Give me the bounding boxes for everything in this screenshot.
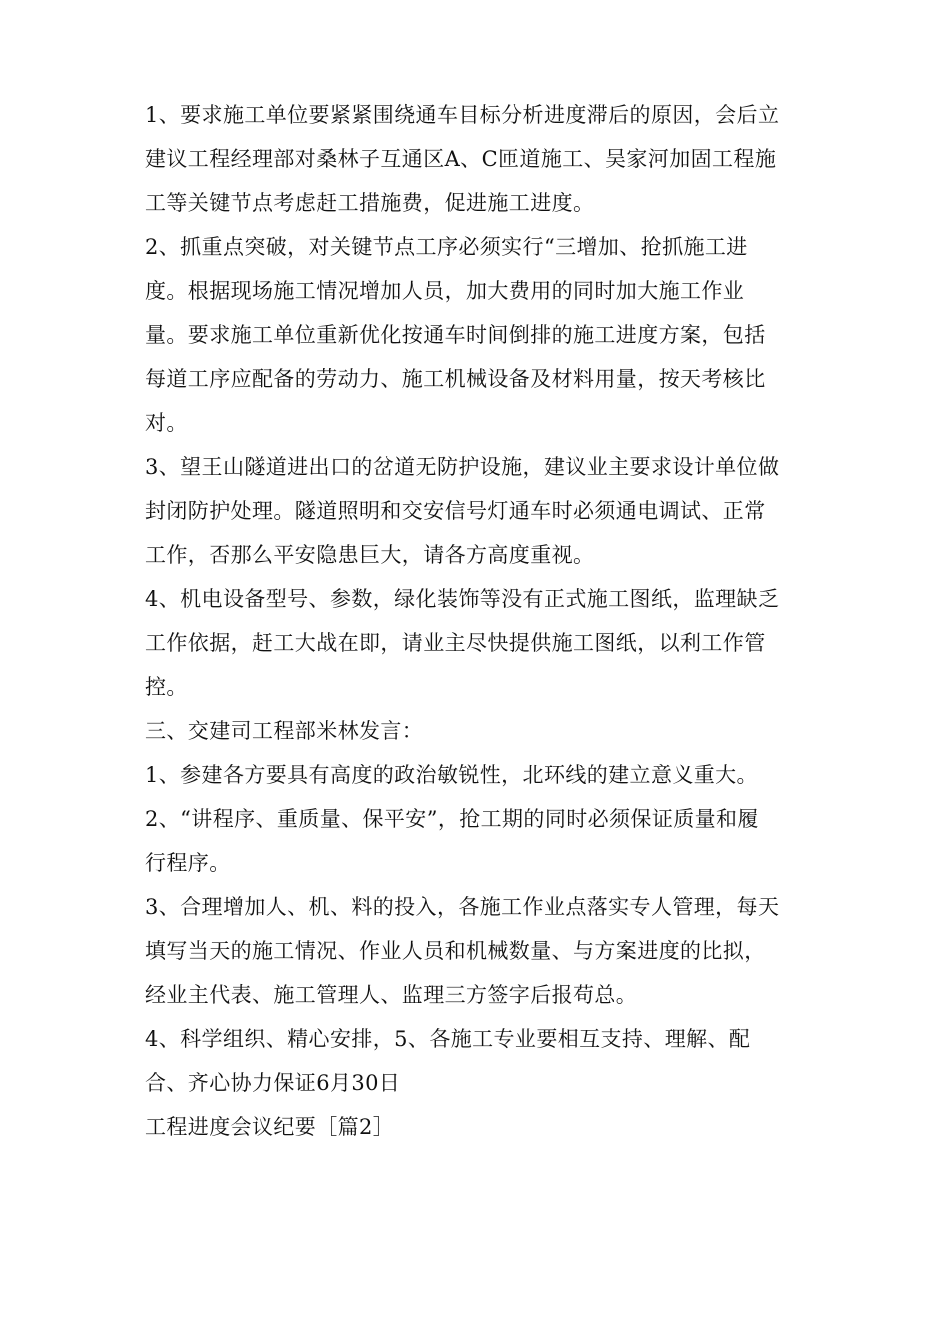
text-line-20: 填写当天的施工情况、作业人员和机械数量、与方案进度的比拟， [145, 939, 766, 963]
next-article-title: 工程进度会议纪要［篇2］ [145, 1115, 395, 1139]
document-body [145, 93, 815, 1149]
text-line-1: 1、要求施工单位要紧紧围绕通车目标分析进度滞后的原因，会后立 [145, 103, 780, 127]
text-line-9: 3、望王山隧道进出口的岔道无防护设施，建议业主要求设计单位做 [145, 455, 780, 479]
text-line-21: 经业主代表、施工管理人、监理三方签字后报苟总。 [145, 983, 638, 1007]
text-line-3: 工等关键节点考虑赶工措施费，促进施工进度。 [145, 191, 595, 215]
text-line-6: 量。要求施工单位重新优化按通车时间倒排的施工进度方案，包括 [145, 323, 766, 347]
text-line-7: 每道工序应配备的劳动力、施工机械设备及材料用量，按天考核比 [145, 367, 766, 391]
text-line-16: 1、参建各方要具有高度的政治敏锐性，北环线的建立意义重大。 [145, 763, 758, 787]
section-heading: 三、交建司工程部米林发言： [145, 719, 424, 743]
text-line-14: 控。 [145, 675, 188, 699]
text-line-23: 合、齐心协力保证6月30日 [145, 1071, 401, 1095]
text-line-5: 度。根据现场施工情况增加人员，加大费用的同时加大施工作业 [145, 279, 745, 303]
text-line-19: 3、合理增加人、机、料的投入，各施工作业点落实专人管理，每天 [145, 895, 780, 919]
text-line-13: 工作依据，赶工大战在即，请业主尽快提供施工图纸，以利工作管 [145, 631, 766, 655]
text-line-10: 封闭防护处理。隧道照明和交安信号灯通车时必须通电调试、正常 [145, 499, 766, 523]
text-line-18: 行程序。 [145, 851, 231, 875]
text-line-22: 4、科学组织、精心安排，5、各施工专业要相互支持、理解、配 [145, 1027, 751, 1051]
text-line-2: 建议工程经理部对桑林子互通区A、C匝道施工、吴家河加固工程施 [145, 147, 777, 171]
text-line-17: 2、“讲程序、重质量、保平安”，抢工期的同时必须保证质量和履 [145, 807, 759, 831]
text-line-12: 4、机电设备型号、参数，绿化装饰等没有正式施工图纸，监理缺乏 [145, 587, 780, 611]
text-line-4: 2、抓重点突破，对关键节点工序必须实行“三增加、抢抓施工进 [145, 235, 748, 259]
text-line-8: 对。 [145, 411, 188, 435]
text-line-11: 工作，否那么平安隐患巨大，请各方高度重视。 [145, 543, 595, 567]
